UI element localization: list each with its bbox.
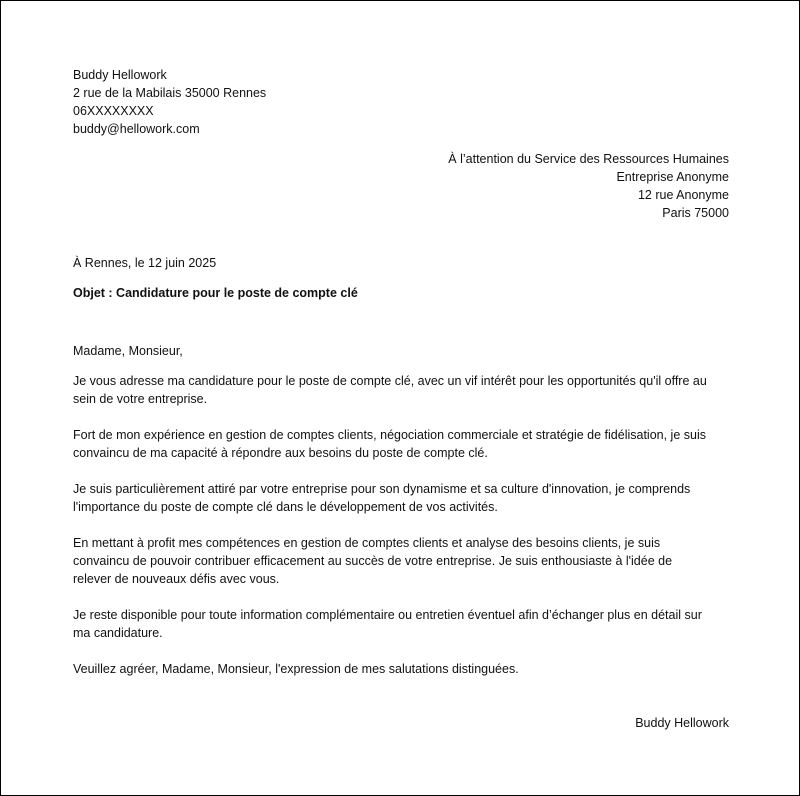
closing-paragraph (73, 660, 729, 678)
recipient-company: Entreprise Anonyme (616, 170, 729, 184)
recipient-street: 12 rue Anonyme (637, 188, 729, 202)
recipient-city: Paris 75000 (662, 206, 729, 220)
paragraph-line: convaincu de ma capacité à répondre aux besoins du poste de compte clé. (73, 446, 488, 460)
paragraph-line: l'importance du poste de compte clé dans le développement de vos activités. (73, 500, 498, 514)
letter-body (73, 65, 729, 732)
paragraph-line: Veuillez agréer, Madame, Monsieur, l'expression de mes salutations distinguées. (73, 662, 519, 676)
paragraph (73, 372, 729, 408)
letter-date: À Rennes, le 12 juin 2025 (73, 256, 217, 270)
paragraph-line: convaincu de pouvoir contribuer efficacement au succès de votre entreprise. Je suis enthousiaste à l'idée de (73, 554, 673, 568)
paragraph-line: sein de votre entreprise. (73, 392, 208, 406)
paragraph-line: Je reste disponible pour toute information complémentaire ou entretien éventuel afin d’échanger plus en détail sur (73, 608, 702, 622)
paragraph-line: ma candidature. (73, 626, 163, 640)
sender-name: Buddy Hellowork (73, 68, 167, 82)
paragraph-line: Fort de mon expérience en gestion de comptes clients, négociation commerciale et stratégie de fidélisation, je suis (73, 428, 706, 442)
paragraph (73, 534, 729, 588)
sender-email: buddy@hellowork.com (73, 122, 200, 136)
sender-block (73, 66, 729, 138)
paragraph (73, 606, 729, 642)
sender-phone: 06XXXXXXXX (73, 104, 154, 118)
paragraph-line: relever de nouveaux défis avec vous. (73, 572, 280, 586)
recipient-attention: À l’attention du Service des Ressources Humaines (448, 152, 729, 166)
paragraph-line: En mettant à profit mes compétences en gestion de comptes clients et analyse des besoins clients, je suis (73, 536, 661, 550)
sender-address: 2 rue de la Mabilais 35000 Rennes (73, 86, 267, 100)
letter-greeting: Madame, Monsieur, (73, 344, 183, 358)
paragraph (73, 426, 729, 462)
paragraph-line: Je suis particulièrement attiré par votre entreprise pour son dynamisme et sa culture d'innovation, je comprends (73, 482, 691, 496)
recipient-block (73, 150, 729, 222)
paragraph (73, 480, 729, 516)
letter-subject: Objet : Candidature pour le poste de compte clé (73, 286, 358, 300)
paragraph-line: Je vous adresse ma candidature pour le poste de compte clé, avec un vif intérêt pour les opportunités qu'il offre au (73, 374, 707, 388)
signature: Buddy Hellowork (635, 716, 729, 730)
